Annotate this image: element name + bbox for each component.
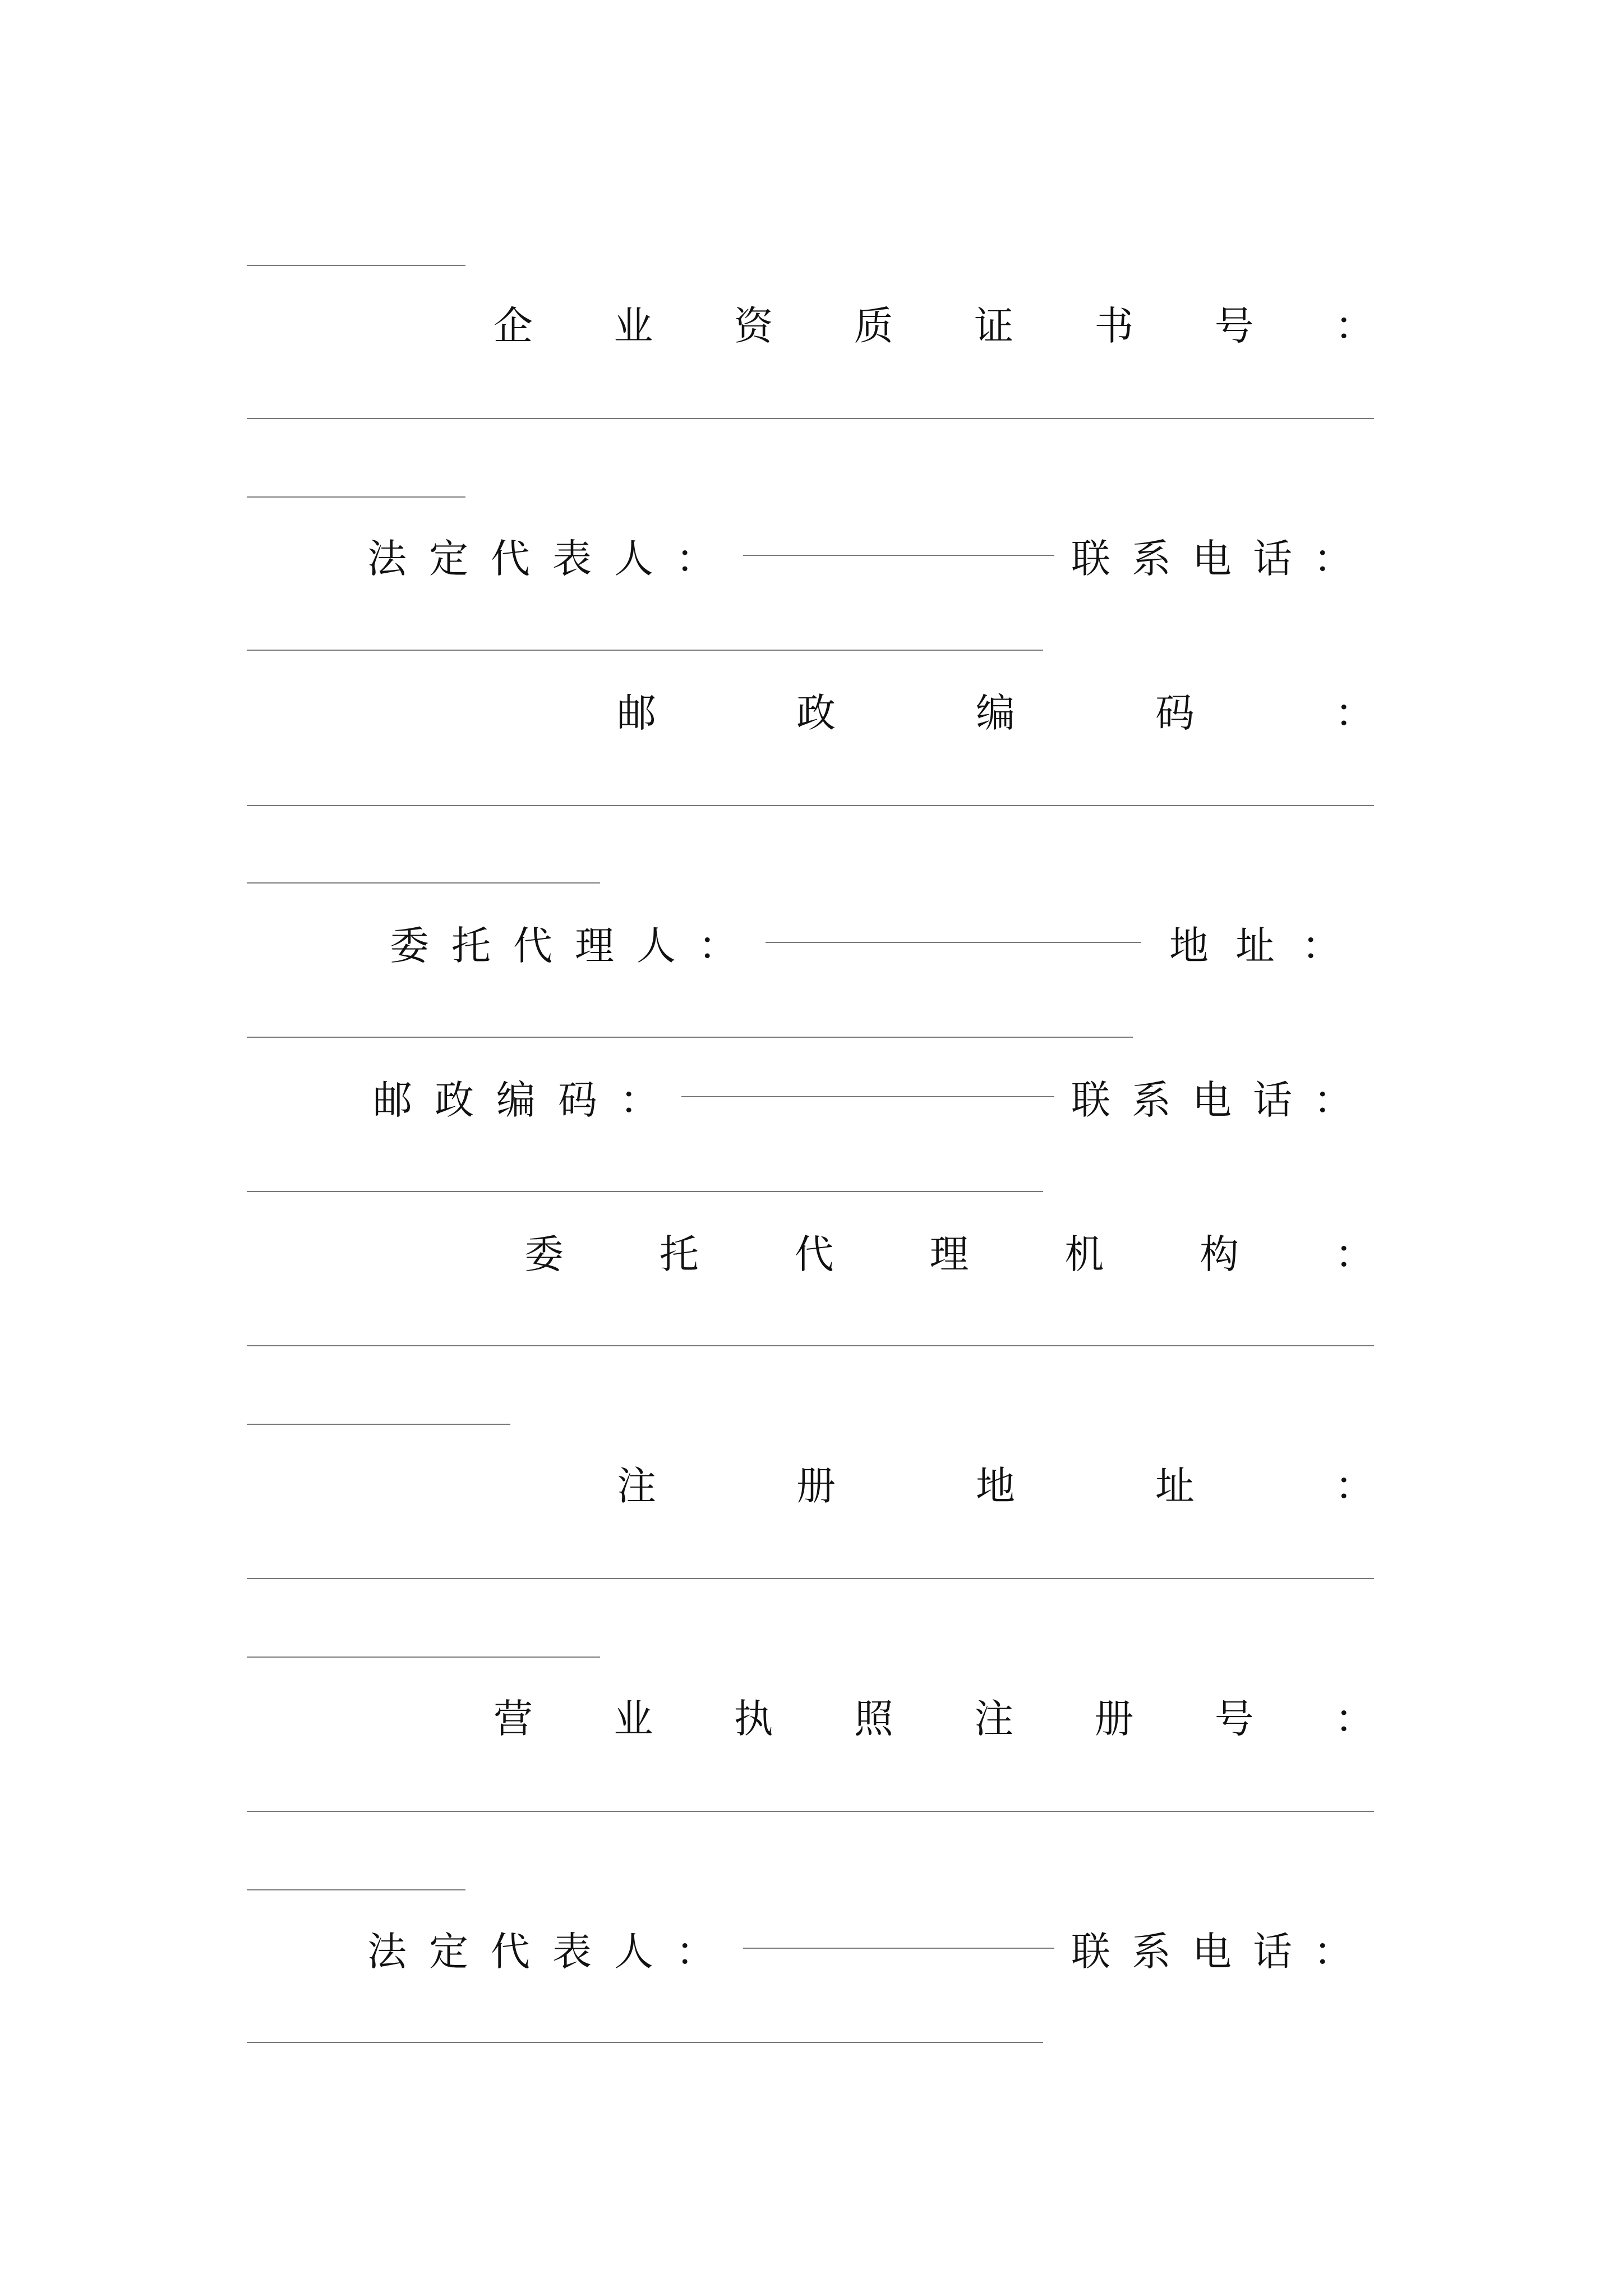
char: 册 (796, 1462, 836, 1509)
agent-label: 委托代理人： (390, 922, 760, 969)
phone-label: 联系电话： (1071, 535, 1374, 582)
char: 码 (1155, 689, 1195, 736)
postcode-blank[interactable] (681, 1096, 1054, 1097)
field-agency (524, 1220, 1374, 1282)
char: 号 (1214, 302, 1254, 349)
char: 注 (617, 1462, 656, 1509)
colon: ： (1334, 302, 1374, 349)
char: 业 (614, 302, 653, 349)
fill-line[interactable] (247, 882, 600, 884)
char: 代 (794, 1231, 834, 1277)
char: 证 (974, 302, 1014, 349)
fill-line[interactable] (247, 650, 1043, 651)
fill-line[interactable] (247, 1889, 465, 1890)
fill-line[interactable] (247, 2042, 1043, 2043)
char: 托 (659, 1231, 699, 1277)
fill-line[interactable] (247, 1657, 600, 1658)
field-legal-rep-2 (367, 1917, 1374, 1979)
phone-label: 联系电话： (1071, 1928, 1374, 1975)
char: 机 (1064, 1231, 1104, 1277)
address-label: 地址： (1169, 922, 1368, 969)
fill-line[interactable] (247, 418, 1374, 419)
phone-label: 联系电话： (1071, 1076, 1374, 1123)
legal-rep-label: 法定代表人： (367, 535, 737, 582)
fill-line[interactable] (247, 805, 1374, 806)
char: 址 (1155, 1462, 1195, 1509)
colon: ： (1335, 1462, 1374, 1509)
legal-rep-label: 法定代表人： (367, 1928, 737, 1975)
char: 编 (976, 689, 1015, 736)
fill-line[interactable] (247, 496, 465, 498)
char: 册 (1094, 1695, 1134, 1742)
field-agent-postcode (373, 1066, 1374, 1128)
char: 号 (1214, 1695, 1254, 1742)
char: 业 (614, 1695, 653, 1742)
fill-line (247, 265, 465, 266)
field-business-license-no (494, 1685, 1374, 1746)
legal-rep-blank[interactable] (743, 1948, 1054, 1949)
char: 地 (976, 1462, 1015, 1509)
fill-line[interactable] (247, 1191, 1043, 1192)
char: 质 (854, 302, 893, 349)
legal-rep-blank[interactable] (743, 555, 1054, 556)
field-registered-address (617, 1452, 1374, 1513)
char: 构 (1200, 1231, 1239, 1277)
field-postcode (617, 679, 1374, 740)
agent-blank[interactable] (766, 942, 1141, 943)
fill-line[interactable] (247, 1578, 1374, 1579)
char: 书 (1094, 302, 1134, 349)
char: 理 (929, 1231, 969, 1277)
colon: ： (1334, 1231, 1374, 1277)
field-agent (390, 912, 1374, 973)
char: 注 (974, 1695, 1014, 1742)
char: 邮 (617, 689, 656, 736)
fill-line[interactable] (247, 1037, 1133, 1038)
colon: ： (1334, 1695, 1374, 1742)
colon: ： (1335, 689, 1374, 736)
fill-line[interactable] (247, 1811, 1374, 1812)
char: 企 (494, 302, 533, 349)
char: 执 (734, 1695, 773, 1742)
postcode-label: 邮政编码： (373, 1076, 681, 1123)
char: 照 (854, 1695, 893, 1742)
fill-line[interactable] (247, 1345, 1374, 1346)
char: 营 (494, 1695, 533, 1742)
fill-line[interactable] (247, 1424, 510, 1425)
char: 资 (734, 302, 773, 349)
field-legal-rep (367, 524, 1374, 586)
field-qualification-cert-no (494, 292, 1374, 353)
char: 政 (796, 689, 836, 736)
char: 委 (524, 1231, 564, 1277)
